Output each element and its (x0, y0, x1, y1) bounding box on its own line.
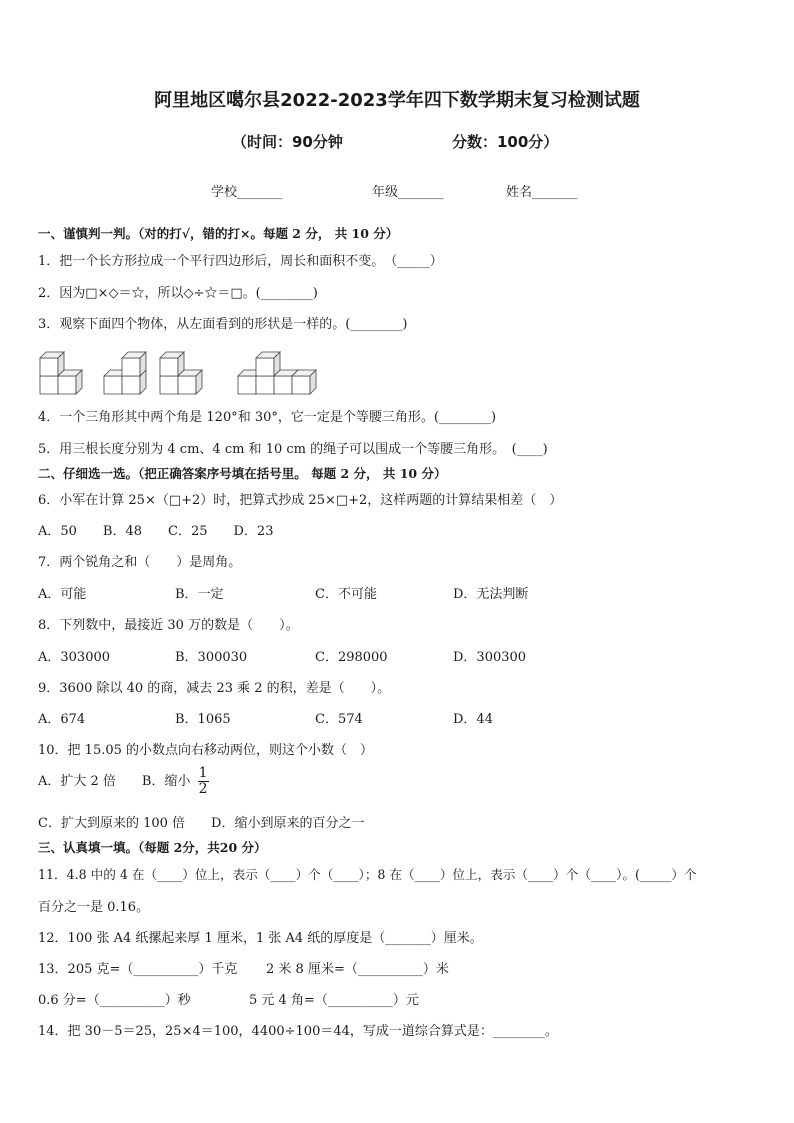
question-10: 10．把 15.05 的小数点向右移动两位，则这个小数（ ） (38, 743, 374, 758)
school-field: 学校_______ (211, 185, 283, 200)
question-7-option-c: C．不可能 (315, 587, 377, 602)
fraction-numerator: 1 (198, 765, 208, 781)
question-14: 14．把 30－5＝25，25×4＝100，4400÷100＝44，写成一道综合算式是：________。 (38, 1024, 558, 1039)
question-13-part-d: 5 元 4 角=（__________）元 (249, 993, 419, 1008)
grade-field: 年级_______ (372, 185, 444, 200)
question-8-option-c: C．298000 (315, 650, 388, 665)
page-title: 阿里地区噶尔县2022-2023学年四下数学期末复习检测试题 (154, 90, 640, 111)
question-8: 8．下列数中，最接近 30 万的数是（ ）。 (38, 618, 299, 633)
question-13-part-c: 0.6 分=（__________）秒 (38, 993, 191, 1008)
question-3: 3．观察下面四个物体，从左面看到的形状是一样的。(________) (38, 317, 408, 332)
question-8-option-d: D．300300 (453, 650, 527, 665)
question-10-options-cd: C．扩大到原来的 100 倍 D．缩小到原来的百分之一 (38, 816, 365, 831)
fraction-denominator: 2 (198, 781, 208, 797)
exam-score: 分数：100分） (452, 133, 559, 151)
question-5: 5．用三根长度分别为 4 cm、4 cm 和 10 cm 的绳子可以围成一个等腰三角形。 (____) (38, 442, 548, 457)
question-9-option-b: B．1065 (175, 712, 231, 727)
question-11-line-2: 百分之一是 0.16。 (38, 900, 150, 915)
question-1: 1．把一个长方形拉成一个平行四边形后，周长和面积不变。 （_____） (38, 254, 443, 269)
question-4: 4．一个三角形其中两个角是 120°和 30°，它一定是个等腰三角形。(________) (38, 410, 497, 425)
question-13-part-a: 13．205 克=（__________）千克 (38, 962, 238, 977)
question-9-option-a: A．674 (38, 712, 86, 727)
cube-figures (38, 336, 328, 398)
question-9-option-c: C．574 (315, 712, 363, 727)
question-8-option-a: A．303000 (38, 650, 111, 665)
exam-time: （时间：90分钟 (232, 133, 343, 151)
question-7: 7．两个锐角之和（ ）是周角。 (38, 555, 242, 570)
question-8-option-b: B．300030 (175, 650, 248, 665)
question-12: 12．100 张 A4 纸摞起来厚 1 厘米，1 张 A4 纸的厚度是（_______）厘米。 (38, 931, 483, 946)
question-6-options: A．50 B．48 C．25 D．23 (38, 524, 274, 539)
question-7-option-b: B．一定 (175, 587, 224, 602)
question-11-line-1: 11．4.8 中的 4 在（____）位上，表示（____）个（____）；8 在（____）位上，表示（____）个（____）。(_____）个 (38, 867, 697, 882)
name-field: 姓名_______ (506, 185, 578, 200)
question-10-options-ab-text: A．扩大 2 倍 B．缩小 (38, 774, 191, 789)
question-7-option-a: A．可能 (38, 587, 87, 602)
fraction-one-half (198, 766, 209, 797)
question-6: 6．小军在计算 25×（□+2）时，把算式抄成 25×□+2，这样两题的计算结果相差（ ） (38, 493, 563, 508)
section-1-heading: 一、谨慎判一判。（对的打√，错的打×。每题 2 分， 共 10 分） (38, 226, 399, 241)
question-9: 9．3600 除以 40 的商，减去 23 乘 2 的积，差是（ ）。 (38, 681, 391, 696)
question-9-option-d: D．44 (453, 712, 493, 727)
question-13-part-b: 2 米 8 厘米=（__________）米 (266, 962, 449, 977)
question-2: 2．因为□×◇＝☆，所以◇÷☆＝□。(________) (38, 286, 318, 301)
section-3-heading: 三、认真填一填。（每题 2分，共20 分） (38, 840, 267, 855)
question-10-options-ab (38, 766, 209, 797)
question-7-option-d: D．无法判断 (453, 587, 529, 602)
section-2-heading: 二、仔细选一选。（把正确答案序号填在括号里。 每题 2 分， 共 10 分） (38, 466, 447, 481)
